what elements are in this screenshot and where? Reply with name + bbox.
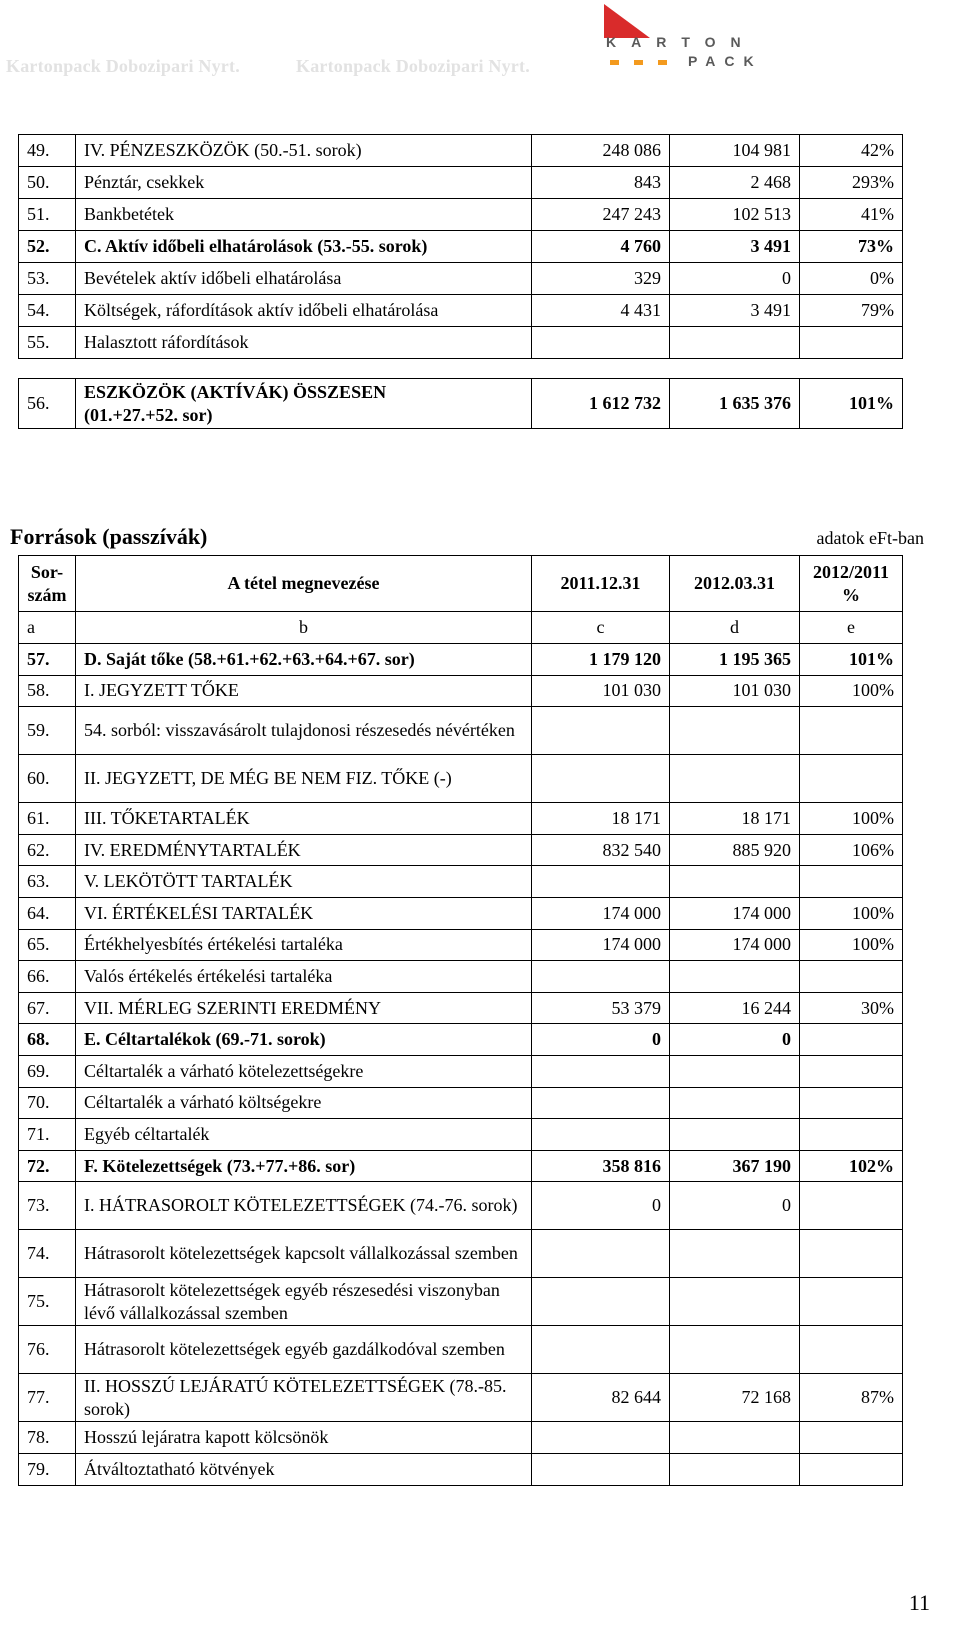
value-2012 — [670, 1087, 800, 1119]
row-label: III. TŐKETARTALÉK — [76, 803, 532, 835]
value-2011: 248 086 — [532, 135, 670, 167]
table-row — [19, 834, 903, 866]
row-label: Átváltoztatható kötvények — [76, 1453, 532, 1485]
row-label: Hátrasorolt kötelezettségek kapcsolt vállalkozással szemben — [76, 1230, 532, 1278]
value-percent: 100% — [800, 929, 903, 961]
total-label-line2: (01.+27.+52. sor) — [84, 404, 213, 425]
value-percent — [800, 866, 903, 898]
value-percent — [800, 1119, 903, 1151]
table-row — [19, 1087, 903, 1119]
value-2011: 247 243 — [532, 199, 670, 231]
value-2011: 4 760 — [532, 231, 670, 263]
row-label: Céltartalék a várható kötelezettségekre — [76, 1055, 532, 1087]
value-2012: 174 000 — [670, 929, 800, 961]
table-row — [19, 1230, 903, 1278]
value-2012: 367 190 — [670, 1150, 800, 1182]
header-2012: 2012.03.31 — [670, 556, 800, 612]
row-number: 72. — [19, 1150, 76, 1182]
value-2012: 72 168 — [670, 1374, 800, 1422]
table-row — [19, 1055, 903, 1087]
value-percent — [800, 707, 903, 755]
table-row — [19, 295, 903, 327]
row-number: 50. — [19, 167, 76, 199]
table-row — [19, 961, 903, 993]
table-row — [19, 1453, 903, 1485]
value-percent — [800, 327, 903, 359]
row-label: I. HÁTRASOROLT KÖTELEZETTSÉGEK (74.-76. sorok) — [76, 1182, 532, 1230]
liabilities-table — [18, 555, 903, 1486]
table-row — [19, 897, 903, 929]
logo-text-karton: KARTON — [606, 34, 756, 50]
value-percent: 101% — [800, 379, 903, 429]
value-2011 — [532, 755, 670, 803]
value-percent — [800, 1087, 903, 1119]
table-row — [19, 167, 903, 199]
row-label: Hátrasorolt kötelezettségek egyéb gazdálkodóval szemben — [76, 1326, 532, 1374]
table-row — [19, 1150, 903, 1182]
value-2012: 18 171 — [670, 803, 800, 835]
header-percent-line2: % — [842, 584, 860, 605]
row-number: 54. — [19, 295, 76, 327]
page-header — [0, 0, 960, 110]
value-percent — [800, 1024, 903, 1056]
value-percent — [800, 1230, 903, 1278]
value-2011: 101 030 — [532, 675, 670, 707]
row-label: 54. sorból: visszavásárolt tulajdonosi részesedés névértéken — [76, 707, 532, 755]
value-2012: 0 — [670, 263, 800, 295]
value-2012 — [670, 1055, 800, 1087]
row-number: 68. — [19, 1024, 76, 1056]
row-number: 64. — [19, 897, 76, 929]
header-percent-line1: 2012/2011 — [812, 561, 889, 582]
company-name-right: Kartonpack Dobozipari Nyrt. — [296, 56, 530, 76]
row-label: IV. PÉNZESZKÖZÖK (50.-51. sorok) — [76, 135, 532, 167]
value-2011: 174 000 — [532, 929, 670, 961]
table-row — [19, 803, 903, 835]
table-row — [19, 199, 903, 231]
header-percent — [800, 556, 903, 612]
value-percent: 100% — [800, 675, 903, 707]
row-label: IV. EREDMÉNYTARTALÉK — [76, 834, 532, 866]
row-number: 79. — [19, 1453, 76, 1485]
value-2011: 1 612 732 — [532, 379, 670, 429]
letter-row — [19, 612, 903, 644]
row-label: VII. MÉRLEG SZERINTI EREDMÉNY — [76, 992, 532, 1024]
value-2012 — [670, 1422, 800, 1454]
row-number: 57. — [19, 644, 76, 676]
table-row — [19, 755, 903, 803]
table-row — [19, 707, 903, 755]
value-percent: 87% — [800, 1374, 903, 1422]
value-2011 — [532, 1119, 670, 1151]
value-percent — [800, 755, 903, 803]
row-number: 49. — [19, 135, 76, 167]
row-number: 73. — [19, 1182, 76, 1230]
value-percent: 41% — [800, 199, 903, 231]
value-2012 — [670, 755, 800, 803]
value-2012 — [670, 961, 800, 993]
table-row — [19, 1422, 903, 1454]
row-number: 51. — [19, 199, 76, 231]
header-row-number — [19, 556, 76, 612]
value-2011: 329 — [532, 263, 670, 295]
value-2011: 174 000 — [532, 897, 670, 929]
row-number: 67. — [19, 992, 76, 1024]
row-number: 65. — [19, 929, 76, 961]
row-label: I. JEGYZETT TŐKE — [76, 675, 532, 707]
value-percent: 0% — [800, 263, 903, 295]
header-item-name: A tétel megnevezése — [76, 556, 532, 612]
header-no-line1: Sor- — [30, 561, 64, 582]
letter-d: d — [670, 612, 800, 644]
value-percent: 106% — [800, 834, 903, 866]
value-2012: 885 920 — [670, 834, 800, 866]
row-number: 69. — [19, 1055, 76, 1087]
value-2011: 1 179 120 — [532, 644, 670, 676]
value-percent — [800, 1326, 903, 1374]
row-number: 59. — [19, 707, 76, 755]
value-2012 — [670, 1230, 800, 1278]
row-number: 74. — [19, 1230, 76, 1278]
value-2011 — [532, 1422, 670, 1454]
logo-square-icon — [658, 60, 667, 65]
row-number: 56. — [19, 379, 76, 429]
letter-a: a — [19, 612, 76, 644]
logo-shape-icon — [604, 0, 664, 38]
row-label: V. LEKÖTÖTT TARTALÉK — [76, 866, 532, 898]
table-row — [19, 675, 903, 707]
table-row — [19, 992, 903, 1024]
value-percent — [800, 1278, 903, 1326]
value-2012: 1 635 376 — [670, 379, 800, 429]
letter-b: b — [76, 612, 532, 644]
row-label: Halasztott ráfordítások — [76, 327, 532, 359]
row-number: 62. — [19, 834, 76, 866]
table-row — [19, 644, 903, 676]
value-2011 — [532, 327, 670, 359]
row-number: 63. — [19, 866, 76, 898]
value-percent — [800, 1453, 903, 1485]
value-percent: 293% — [800, 167, 903, 199]
value-2012 — [670, 1453, 800, 1485]
value-2012 — [670, 1119, 800, 1151]
logo-square-icon — [634, 60, 643, 65]
row-label: Hosszú lejáratra kapott kölcsönök — [76, 1422, 532, 1454]
value-2012: 0 — [670, 1024, 800, 1056]
table-row — [19, 1024, 903, 1056]
value-2011: 0 — [532, 1024, 670, 1056]
value-2012: 3 491 — [670, 231, 800, 263]
table-row — [19, 135, 903, 167]
table-row — [19, 263, 903, 295]
row-label: II. JEGYZETT, DE MÉG BE NEM FIZ. TŐKE (-) — [76, 755, 532, 803]
letter-e: e — [800, 612, 903, 644]
value-percent — [800, 1422, 903, 1454]
row-label: F. Kötelezettségek (73.+77.+86. sor) — [76, 1150, 532, 1182]
row-number: 53. — [19, 263, 76, 295]
row-label: Értékhelyesbítés értékelési tartaléka — [76, 929, 532, 961]
row-label: Egyéb céltartalék — [76, 1119, 532, 1151]
value-2011: 358 816 — [532, 1150, 670, 1182]
value-2012: 174 000 — [670, 897, 800, 929]
row-label — [76, 379, 532, 429]
value-2012: 3 491 — [670, 295, 800, 327]
kartonpack-logo — [604, 0, 804, 80]
row-label: E. Céltartalékok (69.-71. sorok) — [76, 1024, 532, 1056]
value-2012: 102 513 — [670, 199, 800, 231]
value-2012: 0 — [670, 1182, 800, 1230]
row-number: 66. — [19, 961, 76, 993]
table-row — [19, 866, 903, 898]
value-2011: 4 431 — [532, 295, 670, 327]
value-2011 — [532, 1453, 670, 1485]
row-number: 76. — [19, 1326, 76, 1374]
value-2012 — [670, 1278, 800, 1326]
row-number: 55. — [19, 327, 76, 359]
assets-total-table — [18, 378, 903, 429]
row-label: II. HOSSZÚ LEJÁRATÚ KÖTELEZETTSÉGEK (78.-85. sorok) — [76, 1374, 532, 1422]
unit-label: adatok eFt-ban — [816, 528, 924, 548]
value-2011 — [532, 707, 670, 755]
logo-square-icon — [610, 60, 619, 65]
value-percent — [800, 1055, 903, 1087]
section-title: Források (passzívák) — [10, 524, 208, 549]
value-2011 — [532, 1230, 670, 1278]
value-2011 — [532, 1087, 670, 1119]
value-2012: 101 030 — [670, 675, 800, 707]
total-label-line1: ESZKÖZÖK (AKTÍVÁK) ÖSSZESEN — [84, 381, 387, 402]
value-2011: 0 — [532, 1182, 670, 1230]
value-percent: 100% — [800, 803, 903, 835]
table-row — [19, 929, 903, 961]
value-2012: 2 468 — [670, 167, 800, 199]
row-label: Valós értékelés értékelési tartaléka — [76, 961, 532, 993]
table-row — [19, 231, 903, 263]
value-percent — [800, 961, 903, 993]
company-name-left: Kartonpack Dobozipari Nyrt. — [6, 56, 240, 76]
value-percent: 30% — [800, 992, 903, 1024]
value-2011 — [532, 866, 670, 898]
value-2012: 16 244 — [670, 992, 800, 1024]
value-2012 — [670, 866, 800, 898]
value-2011: 18 171 — [532, 803, 670, 835]
table-row — [19, 1326, 903, 1374]
row-number: 61. — [19, 803, 76, 835]
row-label: Céltartalék a várható költségekre — [76, 1087, 532, 1119]
header-no-line2: szám — [27, 584, 67, 605]
row-number: 78. — [19, 1422, 76, 1454]
row-label: C. Aktív időbeli elhatárolások (53.-55. sorok) — [76, 231, 532, 263]
value-percent: 42% — [800, 135, 903, 167]
table-row — [19, 1374, 903, 1422]
value-percent: 79% — [800, 295, 903, 327]
row-number: 58. — [19, 675, 76, 707]
value-2012: 1 195 365 — [670, 644, 800, 676]
value-2012: 104 981 — [670, 135, 800, 167]
row-number: 75. — [19, 1278, 76, 1326]
table-row — [19, 327, 903, 359]
header-row — [19, 556, 903, 612]
row-number: 70. — [19, 1087, 76, 1119]
value-2012 — [670, 707, 800, 755]
row-label: D. Saját tőke (58.+61.+62.+63.+64.+67. sor) — [76, 644, 532, 676]
row-label: Hátrasorolt kötelezettségek egyéb részesedési viszonyban lévő vállalkozással szemben — [76, 1278, 532, 1326]
row-number: 60. — [19, 755, 76, 803]
value-percent: 101% — [800, 644, 903, 676]
table-row — [19, 1119, 903, 1151]
value-2012 — [670, 327, 800, 359]
value-percent: 73% — [800, 231, 903, 263]
value-2011 — [532, 1278, 670, 1326]
value-2011 — [532, 961, 670, 993]
row-number: 52. — [19, 231, 76, 263]
row-label: VI. ÉRTÉKELÉSI TARTALÉK — [76, 897, 532, 929]
logo-text-pack: PACK — [688, 53, 763, 69]
value-percent — [800, 1182, 903, 1230]
value-2011 — [532, 1055, 670, 1087]
page-number: 11 — [908, 1590, 930, 1615]
value-2011: 82 644 — [532, 1374, 670, 1422]
value-2012 — [670, 1326, 800, 1374]
value-2011: 832 540 — [532, 834, 670, 866]
table-row — [19, 1278, 903, 1326]
header-2011: 2011.12.31 — [532, 556, 670, 612]
value-2011: 843 — [532, 167, 670, 199]
value-percent: 100% — [800, 897, 903, 929]
value-2011 — [532, 1326, 670, 1374]
assets-table — [18, 134, 903, 359]
row-number: 77. — [19, 1374, 76, 1422]
value-2011: 53 379 — [532, 992, 670, 1024]
assets-total-row — [19, 379, 903, 429]
value-percent: 102% — [800, 1150, 903, 1182]
row-number: 71. — [19, 1119, 76, 1151]
letter-c: c — [532, 612, 670, 644]
row-label: Bevételek aktív időbeli elhatárolása — [76, 263, 532, 295]
row-label: Bankbetétek — [76, 199, 532, 231]
table-row — [19, 1182, 903, 1230]
row-label: Pénztár, csekkek — [76, 167, 532, 199]
row-label: Költségek, ráfordítások aktív időbeli elhatárolása — [76, 295, 532, 327]
